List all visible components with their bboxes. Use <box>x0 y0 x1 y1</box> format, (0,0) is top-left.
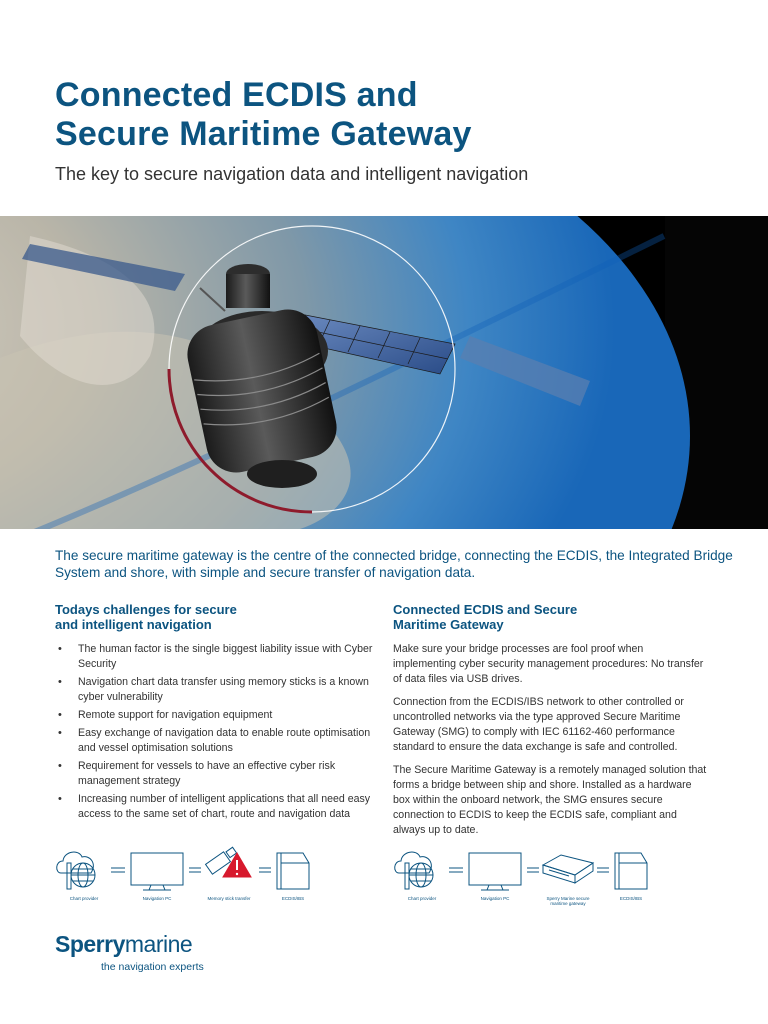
logo-tagline: the navigation experts <box>101 961 204 973</box>
cloud-globe-icon <box>57 852 95 889</box>
diagram-label: Sperry Marine secure maritime gateway <box>546 896 590 906</box>
smg-paragraph: The Secure Maritime Gateway is a remotely managed solution that forms a bridge between ship and shore. Installed as a hardware box within the onboard network, the SMG ensures secure connection to ECDIS to keep the ECDIS safe, compliant and always up to date. <box>393 764 707 836</box>
cloud-globe-icon <box>395 852 433 889</box>
smg-heading <box>393 602 708 632</box>
smg-column <box>393 602 708 846</box>
intro-paragraph: The secure maritime gateway is the centre of the connected bridge, connecting the ECDIS, the Integrated Bridge System and shore, with simple and secure transfer of navigation data. <box>55 548 733 580</box>
ecdis-console-icon <box>615 853 647 889</box>
diagram-label: ECDIS/IBS <box>281 896 305 901</box>
challenge-item: • Navigation chart data transfer using memory sticks is a known cyber vulnerability <box>55 675 375 705</box>
title-line-1: Connected ECDIS and <box>55 76 418 114</box>
challenges-heading <box>55 602 375 632</box>
smg-heading-line-1: Connected ECDIS and Secure <box>393 602 578 617</box>
gateway-box-icon <box>543 855 593 883</box>
challenge-item: • Increasing number of intelligent applications that all need easy access to the same set of chart, route and navigation data <box>55 792 375 822</box>
monitor-icon <box>469 853 521 890</box>
ecdis-console-icon <box>277 853 309 889</box>
arrows-icon <box>259 868 271 872</box>
diagram-label: ECDIS/IBS <box>619 896 643 901</box>
smg-diagram <box>393 843 653 906</box>
page-title <box>55 76 472 154</box>
monitor-icon <box>131 853 183 890</box>
arrows-icon <box>597 868 609 872</box>
challenges-list <box>55 642 375 822</box>
smg-paragraph: Make sure your bridge processes are fool proof when implementing cyber security management procedures: No transfer of data files via USB drives. <box>393 643 704 685</box>
challenge-item: • The human factor is the single biggest liability issue with Cyber Security <box>55 642 375 672</box>
diagram-label: Chart provider <box>69 896 99 901</box>
arrows-icon <box>189 868 201 872</box>
diagram-label: Navigation PC <box>480 896 510 901</box>
title-line-2: Secure Maritime Gateway <box>55 115 472 153</box>
hero-satellite-image <box>0 216 768 529</box>
logo-wordmark <box>55 930 192 958</box>
sperry-marine-logo <box>55 930 204 973</box>
challenges-column <box>55 602 375 825</box>
arrows-icon <box>111 868 125 872</box>
logo-brand-light: marine <box>124 931 193 957</box>
diagram-label: Memory stick transfer <box>207 896 251 901</box>
challenge-item: • Remote support for navigation equipment <box>55 708 375 723</box>
arrows-icon <box>449 868 463 872</box>
logo-brand-bold: Sperry <box>55 931 125 957</box>
challenges-diagram <box>55 843 315 901</box>
page-subtitle: The key to secure navigation data and intelligent navigation <box>55 164 529 184</box>
arrows-icon <box>527 868 539 872</box>
challenges-heading-line-2: and intelligent navigation <box>55 617 212 632</box>
diagram-label: Navigation PC <box>142 896 172 901</box>
smg-paragraph: Connection from the ECDIS/IBS network to other controlled or uncontrolled networks via the type approved Secure Maritime Gateway (SMG) to comply with IEC 61162-460 performance standard to ensure the data exchange is safe and controlled. <box>393 696 684 753</box>
challenges-heading-line-1: Todays challenges for secure <box>55 602 237 617</box>
challenge-item: • Easy exchange of navigation data to enable route optimisation and vessel optimisation solutions <box>55 726 375 756</box>
challenge-item: • Requirement for vessels to have an effective cyber risk management strategy <box>55 759 375 789</box>
diagram-label: Chart provider <box>407 896 437 901</box>
smg-heading-line-2: Maritime Gateway <box>393 617 504 632</box>
